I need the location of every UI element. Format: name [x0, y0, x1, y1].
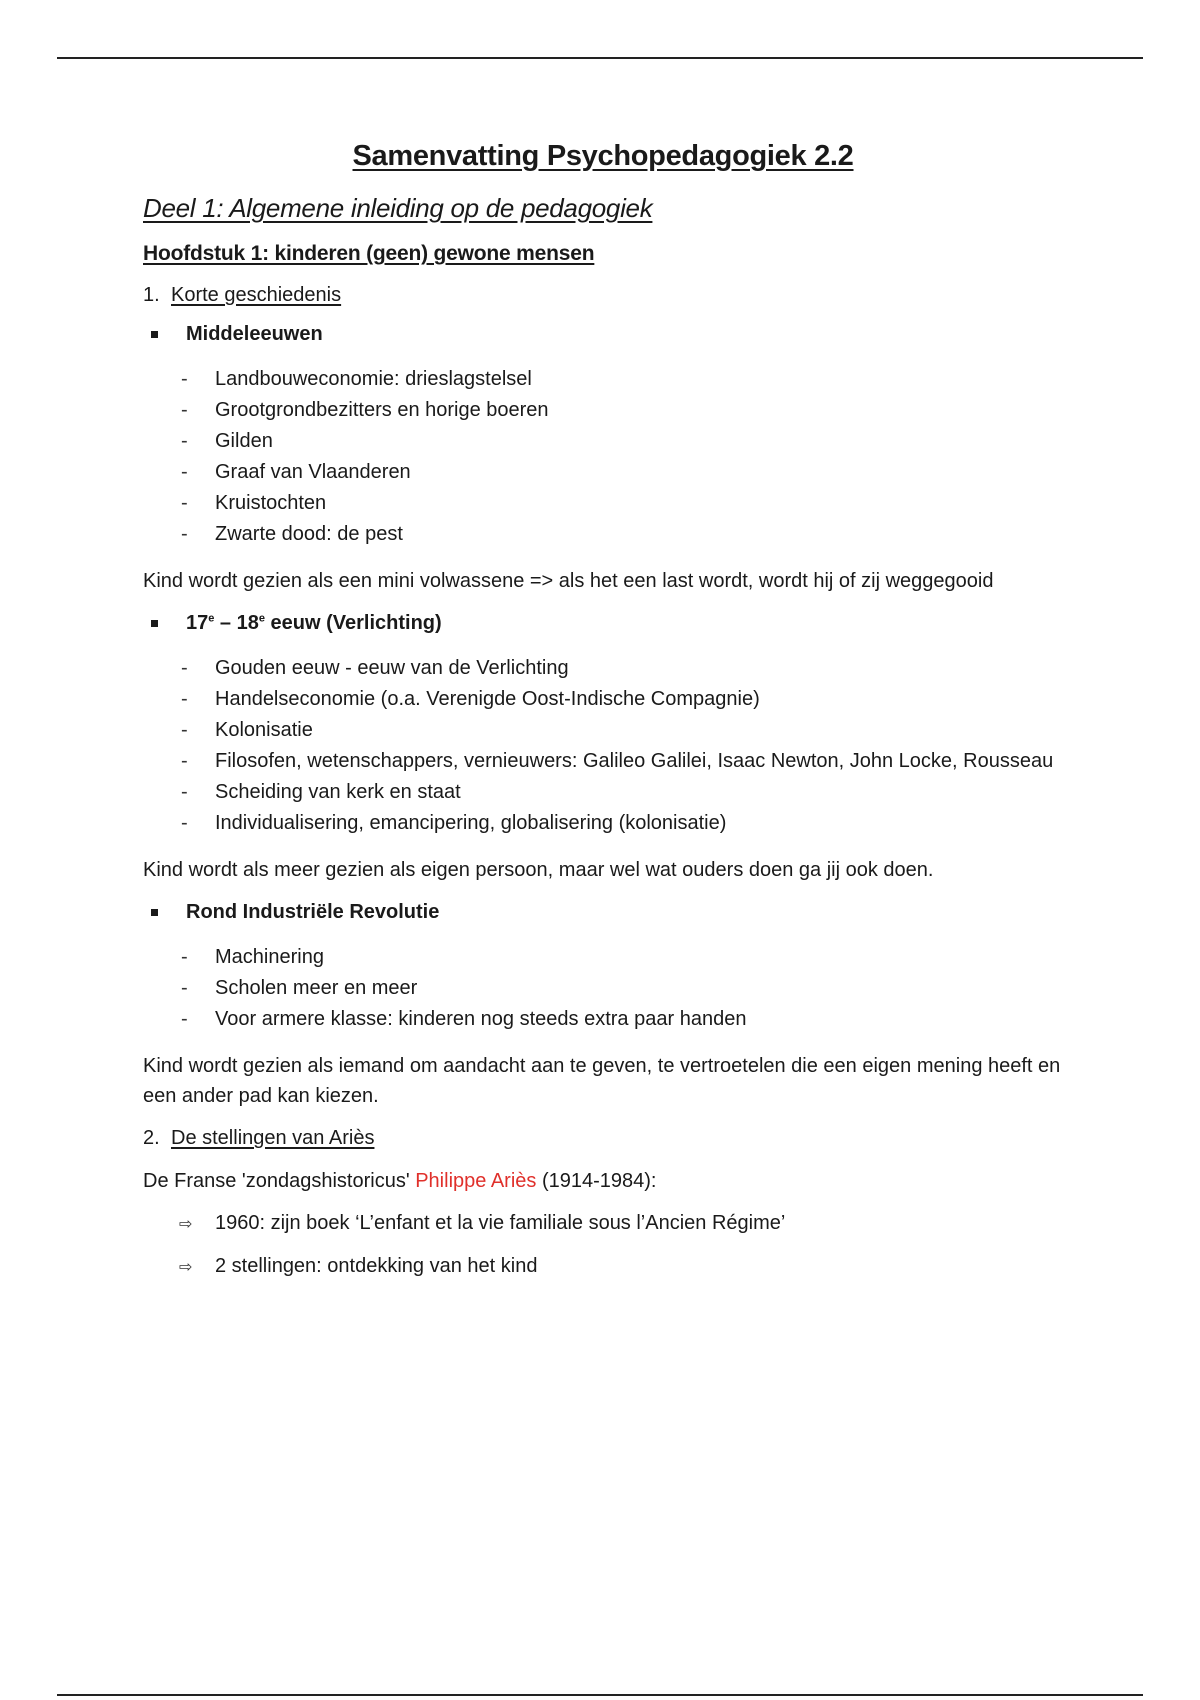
section-label: Korte geschiedenis — [171, 284, 342, 306]
dash-bullet-icon: - — [181, 977, 188, 999]
period-list-middeleeuwen — [143, 364, 1063, 550]
arrow-item — [179, 1212, 1063, 1235]
list-item-text: Landbouweconomie: drieslagstelsel — [215, 368, 532, 390]
list-item-text: Grootgrondbezitters en horige boeren — [215, 399, 549, 421]
period-heading-text: Middeleeuwen — [186, 323, 323, 345]
dash-bullet-icon: - — [181, 750, 188, 772]
dash-bullet-icon: - — [181, 1008, 188, 1030]
dash-bullet-icon: - — [181, 946, 188, 968]
square-bullet-icon — [151, 331, 158, 338]
period-heading-middeleeuwen — [151, 323, 1063, 346]
arrow-right-icon: ⇨ — [179, 1258, 193, 1276]
dash-bullet-icon: - — [181, 523, 188, 545]
period-heading-industriele-revolutie — [151, 901, 1063, 924]
aries-intro — [143, 1166, 1063, 1196]
intro-text: De Franse 'zondagshistoricus' — [143, 1170, 416, 1192]
list-item — [143, 653, 1063, 684]
section-2-heading — [143, 1127, 1063, 1150]
arrow-item-text: 2 stellingen: ontdekking van het kind — [215, 1255, 538, 1277]
list-item-text: Individualisering, emancipering, globalisering (kolonisatie) — [215, 812, 727, 834]
dash-bullet-icon: - — [181, 781, 188, 803]
list-item-text: Machinering — [215, 946, 324, 968]
list-item-text: Scholen meer en meer — [215, 977, 418, 999]
highlighted-name: Philippe Ariès — [415, 1170, 537, 1192]
list-item-text: Filosofen, wetenschappers, vernieuwers: Galileo Galilei, Isaac Newton, John Locke, Rousseau — [215, 750, 1054, 772]
list-item-text: Kolonisatie — [215, 719, 313, 741]
chapter-heading: Hoofdstuk 1: kinderen (geen) gewone mensen — [143, 242, 595, 265]
dash-bullet-icon: - — [181, 657, 188, 679]
list-item — [143, 973, 1063, 1004]
period-heading-text: 17e – 18e eeuw (Verlichting) — [186, 612, 442, 634]
bottom-rule — [57, 1694, 1143, 1696]
section-number: 2. — [143, 1127, 160, 1149]
list-item — [143, 715, 1063, 746]
period-heading-verlichting — [151, 612, 1063, 635]
part-heading: Deel 1: Algemene inleiding op de pedagogiek — [143, 193, 653, 223]
period-list-industriele-revolutie — [143, 942, 1063, 1035]
square-bullet-icon — [151, 620, 158, 627]
dash-bullet-icon: - — [181, 812, 188, 834]
period-conclusion: Kind wordt gezien als een mini volwassene => als het een last wordt, wordt hij of zij weggegooid — [143, 570, 994, 592]
list-item — [143, 684, 1063, 715]
list-item-text: Gouden eeuw - eeuw van de Verlichting — [215, 657, 569, 679]
document-page — [143, 140, 1063, 1298]
dash-bullet-icon: - — [181, 492, 188, 514]
list-item — [143, 364, 1063, 395]
list-item — [143, 395, 1063, 426]
section-number: 1. — [143, 284, 160, 306]
list-item — [143, 808, 1063, 839]
period-list-verlichting — [143, 653, 1063, 839]
list-item-text: Graaf van Vlaanderen — [215, 461, 411, 483]
list-item — [143, 746, 1063, 777]
list-item-text: Scheiding van kerk en staat — [215, 781, 461, 803]
section-1-heading — [143, 284, 1063, 307]
arrow-right-icon: ⇨ — [179, 1215, 193, 1233]
list-item-text: Kruistochten — [215, 492, 327, 514]
period-conclusion: Kind wordt als meer gezien als eigen persoon, maar wel wat ouders doen ga jij ook doen. — [143, 859, 934, 881]
dash-bullet-icon: - — [181, 688, 188, 710]
list-item-text: Voor armere klasse: kinderen nog steeds extra paar handen — [215, 1008, 747, 1030]
list-item — [143, 426, 1063, 457]
period-heading-text: Rond Industriële Revolutie — [186, 901, 440, 923]
dash-bullet-icon: - — [181, 461, 188, 483]
list-item — [143, 519, 1063, 550]
list-item — [143, 777, 1063, 808]
period-conclusion: Kind wordt gezien als iemand om aandacht aan te geven, te vertroetelen die een eigen mening heeft en een ander pad kan kiezen. — [143, 1055, 1061, 1107]
arrow-item — [179, 1255, 1063, 1278]
list-item — [143, 942, 1063, 973]
dash-bullet-icon: - — [181, 719, 188, 741]
arrow-item-text: 1960: zijn boek ‘L’enfant et la vie familiale sous l’Ancien Régime’ — [215, 1212, 786, 1234]
dash-bullet-icon: - — [181, 368, 188, 390]
list-item-text: Gilden — [215, 430, 273, 452]
section-label: De stellingen van Ariès — [171, 1127, 375, 1149]
list-item — [143, 488, 1063, 519]
dash-bullet-icon: - — [181, 399, 188, 421]
list-item-text: Zwarte dood: de pest — [215, 523, 403, 545]
list-item-text: Handelseconomie (o.a. Verenigde Oost-Indische Compagnie) — [215, 688, 760, 710]
page-title: Samenvatting Psychopedagogiek 2.2 — [352, 140, 854, 172]
list-item — [143, 1004, 1063, 1035]
dash-bullet-icon: - — [181, 430, 188, 452]
square-bullet-icon — [151, 909, 158, 916]
intro-text-after: (1914-1984): — [536, 1170, 657, 1192]
list-item — [143, 457, 1063, 488]
top-rule — [57, 57, 1143, 59]
